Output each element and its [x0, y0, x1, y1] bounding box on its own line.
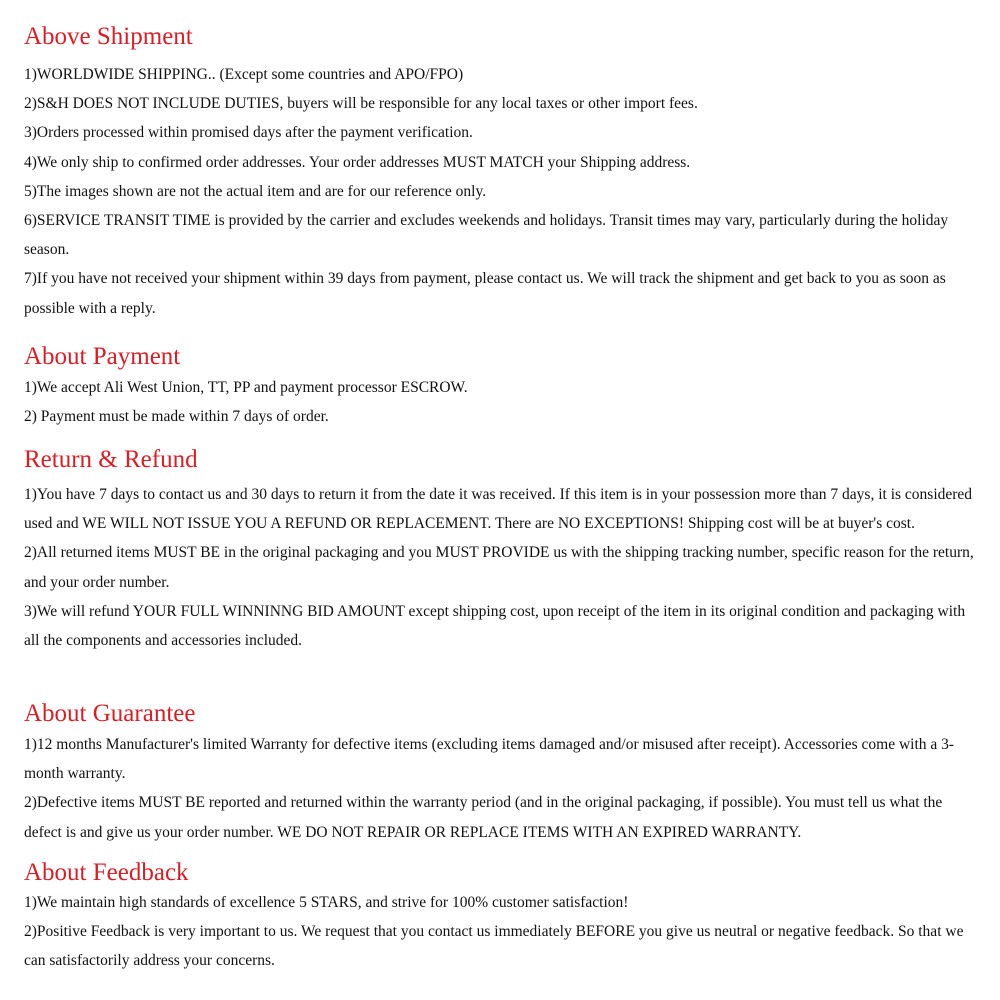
- feedback-list: [24, 888, 980, 976]
- section-heading: Return & Refund: [24, 446, 198, 473]
- list-item: 5)The images shown are not the actual item and are for our reference only.: [24, 182, 487, 200]
- list-item: 1)We accept Ali West Union, TT, PP and payment processor ESCROW.: [24, 379, 468, 396]
- list-item: 4)We only ship to confirmed order addresses. Your order addresses MUST MATCH your Shipping address.: [24, 153, 691, 171]
- shipment-section: [24, 22, 980, 323]
- refund-section: [24, 445, 980, 655]
- list-item: 2)Defective items MUST BE reported and returned within the warranty period (and in the original packaging, if possible). You must tell us what the defect is and give us your order number. WE DO NOT REPAIR OR REPLACE ITEMS WITH AN EXPIRED WARRANTY.: [24, 794, 943, 841]
- list-item: 2)All returned items MUST BE in the original packaging and you MUST PROVIDE us with the shipping tracking number, specific reason for the return, and your order number.: [24, 544, 974, 591]
- list-item: 7)If you have not received your shipment within 39 days from payment, please contact us. We will track the shipment and get back to you as soon as possible with a reply.: [24, 270, 946, 317]
- list-item: 1)We maintain high standards of excellence 5 STARS, and strive for 100% customer satisfaction!: [24, 894, 629, 911]
- section-heading: About Feedback: [24, 859, 189, 886]
- payment-section: [24, 342, 980, 431]
- payment-list: [24, 373, 980, 431]
- shipment-list: [24, 60, 980, 323]
- list-item: 3)Orders processed within promised days after the payment verification.: [24, 124, 473, 142]
- list-item: 1)WORLDWIDE SHIPPING.. (Except some countries and APO/FPO): [24, 66, 464, 83]
- feedback-section: [24, 858, 980, 976]
- list-item: 1)12 months Manufacturer's limited Warranty for defective items (excluding items damaged and/or misused after receipt). Accessories come with a 3-month warranty.: [24, 736, 955, 783]
- list-item: 6)SERVICE TRANSIT TIME is provided by the carrier and excludes weekends and holidays. Transit times may vary, particularly during the holiday season.: [24, 212, 949, 259]
- list-item: 1)You have 7 days to contact us and 30 days to return it from the date it was received. If this item is in your possession more than 7 days, it is considered used and WE WILL NOT ISSUE YOU A REFUND OR REPLACEMENT. There are NO EXCEPTIONS! Shipping cost will be at buyer's cost.: [24, 486, 973, 533]
- section-heading: About Guarantee: [24, 700, 196, 727]
- list-item: 2) Payment must be made within 7 days of order.: [24, 408, 329, 426]
- guarantee-section: [24, 699, 980, 847]
- section-heading: Above Shipment: [24, 23, 193, 50]
- guarantee-list: [24, 730, 980, 847]
- list-item: 2)Positive Feedback is very important to us. We request that you contact us immediately BEFORE you give us neutral or negative feedback. So that we can satisfactorily address your concerns.: [24, 923, 964, 970]
- list-item: 2)S&H DOES NOT INCLUDE DUTIES, buyers will be responsible for any local taxes or other import fees.: [24, 95, 698, 113]
- section-heading: About Payment: [24, 343, 181, 370]
- list-item: 3)We will refund YOUR FULL WINNINNG BID AMOUNT except shipping cost, upon receipt of the item in its original condition and packaging with all the components and accessories included.: [24, 602, 966, 650]
- refund-list: [24, 480, 980, 655]
